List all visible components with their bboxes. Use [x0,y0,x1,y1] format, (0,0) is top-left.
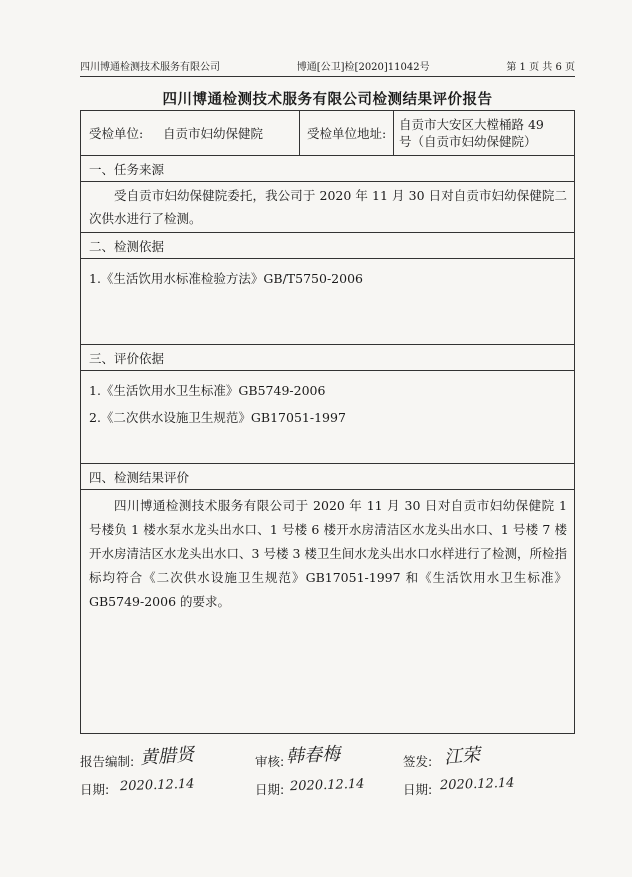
section-basis [81,233,574,345]
basis-item: 1.《生活饮用水标准检验方法》GB/T5750-2006 [89,271,363,286]
address-label: 受检单位地址: [307,126,387,141]
report-title: 四川博通检测技术服务有限公司检测结果评价报告 [162,92,493,108]
client-row [81,111,574,156]
unit-label: 受检单位: [89,126,144,141]
criteria-item-2: 2.《二次供水设施卫生规范》GB17051-1997 [89,410,346,425]
task-text: 受自贡市妇幼保健院委托，我公司于 2020 年 11 月 30 日对自贡市妇幼保健院二次供水进行了检测。 [89,188,567,226]
task-heading: 一、任务来源 [81,156,574,182]
section-task [81,156,574,233]
issuer-date: 2020.12.14 [439,775,515,794]
address-line-1: 自贡市大安区大樘桶路 49 [399,117,544,132]
reviewer-date: 2020.12.14 [289,776,365,795]
compiler-date-label: 日期: [80,782,110,797]
reviewer-date-label: 日期: [255,782,285,797]
compiler-date: 2020.12.14 [119,776,195,795]
address-line-2: 号（自贡市妇幼保健院） [399,134,537,149]
compiler-signature: 黄腊贤 [139,744,195,769]
header-page: 第 1 页 共 6 页 [506,62,575,73]
issuer-signature: 江荣 [443,744,481,769]
divider [393,111,394,155]
result-heading: 四、检测结果评价 [81,464,574,490]
reviewer-signature: 韩春梅 [285,743,341,768]
result-text: 四川博通检测技术服务有限公司于 2020 年 11 月 30 日对自贡市妇幼保健院 1 号楼负 1 楼水泵水龙头出水口、1 号楼 6 楼开水房清洁区水龙头出水口、1 号楼 7 楼开水房清洁区水龙头出水口、3 号楼 3 楼卫生间水龙头出水口水样进行了检测，所检指标均符合《二次供水设施卫生规范》GB17051-1997 和《生活饮用水卫生标准》GB5749-2006 的要求。 [89,498,567,609]
unit-value: 自贡市妇幼保健院 [163,126,264,141]
header-report-no: 博通[公卫]检[2020]11042号 [296,62,430,73]
section-result [81,464,574,733]
criteria-item-1: 1.《生活饮用水卫生标准》GB5749-2006 [89,383,326,398]
header-company: 四川博通检测技术服务有限公司 [80,62,220,73]
issuer-label: 签发: [403,754,433,769]
divider [299,111,300,155]
issuer-date-label: 日期: [403,782,433,797]
section-criteria [81,345,574,464]
basis-heading: 二、检测依据 [81,233,574,259]
reviewer-label: 审核: [255,754,285,769]
address-value [399,111,544,155]
criteria-heading: 三、评价依据 [81,345,574,371]
compiler-label: 报告编制: [80,754,135,769]
page-header [80,58,575,77]
report-table [80,110,575,734]
